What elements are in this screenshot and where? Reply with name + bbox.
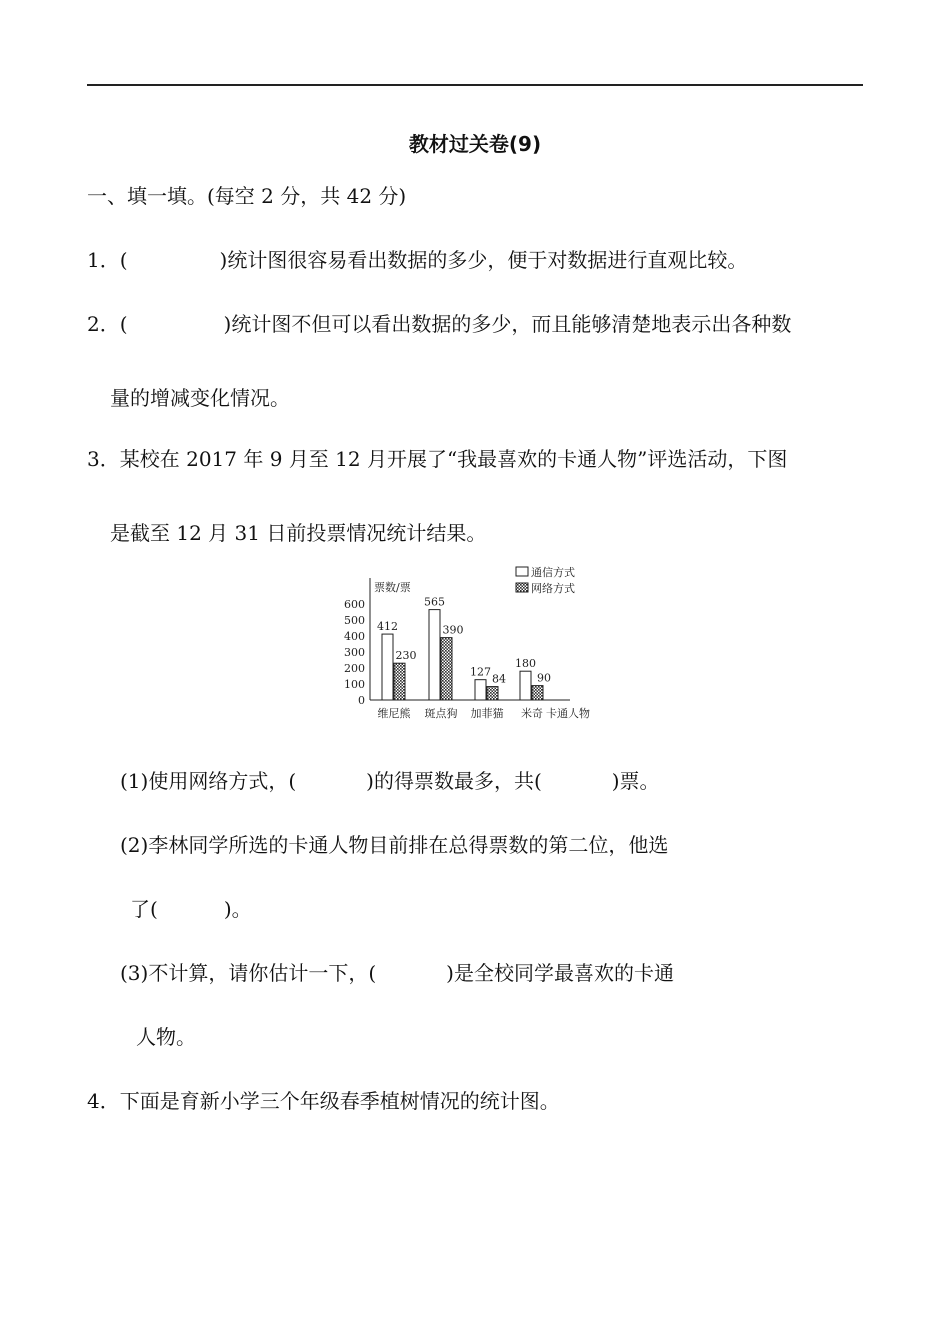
section-heading: 一、填一填。(每空 2 分，共 42 分) xyxy=(87,184,407,208)
q3-number: 3． xyxy=(87,447,120,471)
q2-text: )统计图不但可以看出数据的多少，而且能够清楚地表示出各种数 xyxy=(223,312,792,336)
bar-value-label: 90 xyxy=(537,671,551,685)
bar-value-label: 565 xyxy=(424,595,445,609)
q2-number: 2． xyxy=(87,312,120,336)
bar-value-label: 127 xyxy=(470,665,491,679)
bar-mail xyxy=(475,680,486,700)
q3-3-text-b: )是全校同学最喜欢的卡通 xyxy=(446,961,674,985)
y-tick-label: 600 xyxy=(344,598,365,611)
question-4 xyxy=(87,1085,560,1114)
page-title: 教材过关卷(9) xyxy=(408,132,542,156)
bar-value-label: 390 xyxy=(442,623,464,637)
y-tick-label: 0 xyxy=(358,694,365,707)
bar-mail xyxy=(429,610,440,700)
question-1 xyxy=(87,244,747,273)
top-rule xyxy=(87,84,863,86)
y-tick-label: 100 xyxy=(344,678,365,691)
q3-1-text-a: (1)使用网络方式，( xyxy=(120,769,297,793)
legend-label-online: 网络方式 xyxy=(531,582,575,595)
q1-number: 1． xyxy=(87,248,120,272)
q3-text: 某校在 2017 年 9 月至 12 月开展了“我最喜欢的卡通人物”评选活动，下图 xyxy=(119,447,788,471)
question-2-continued: 量的增减变化情况。 xyxy=(110,386,290,410)
y-tick-label: 300 xyxy=(344,646,365,659)
q3-2-text-b: 了( xyxy=(130,897,158,921)
q3-1-text-b: )的得票数最多，共( xyxy=(366,769,542,793)
category-label: 米奇 xyxy=(521,707,543,720)
bar-online xyxy=(394,663,405,700)
q3-sub3 xyxy=(120,957,674,986)
q3-sub2: (2)李林同学所选的卡通人物目前排在总得票数的第二位，他选 xyxy=(120,833,669,857)
category-label: 斑点狗 xyxy=(424,707,458,720)
q4-text: 下面是育新小学三个年级春季植树情况的统计图。 xyxy=(119,1089,560,1113)
bar-value-label: 412 xyxy=(377,620,398,634)
bar-online xyxy=(487,687,498,700)
bar-value-label: 230 xyxy=(395,649,417,663)
bar-mail xyxy=(520,671,531,700)
y-tick-label: 500 xyxy=(344,614,365,627)
question-2 xyxy=(87,308,791,337)
legend-label-mail: 通信方式 xyxy=(531,566,575,579)
q3-3-text-a: (3)不计算，请你估计一下，( xyxy=(120,961,377,985)
y-tick-label: 200 xyxy=(344,662,365,675)
y-axis-label: 票数/票 xyxy=(374,581,411,594)
category-label: 加菲猫 xyxy=(470,707,504,720)
q2-open: ( xyxy=(119,312,128,336)
q1-open: ( xyxy=(119,248,128,272)
vote-bar-chart xyxy=(340,560,620,726)
bar-online xyxy=(441,638,452,700)
legend-swatch-online xyxy=(516,583,528,592)
q3-sub3-continued: 人物。 xyxy=(136,1025,196,1049)
q3-sub1 xyxy=(120,765,660,794)
q3-sub2-continued xyxy=(130,893,252,922)
question-3 xyxy=(87,443,787,472)
bar-value-label: 84 xyxy=(492,672,506,686)
q3-2-text-c: )。 xyxy=(223,897,252,921)
question-3-continued: 是截至 12 月 31 日前投票情况统计结果。 xyxy=(110,521,487,545)
q4-number: 4． xyxy=(87,1089,120,1113)
y-tick-label: 400 xyxy=(344,630,365,643)
legend-swatch-mail xyxy=(516,567,528,576)
bar-mail xyxy=(382,634,393,700)
category-label: 维尼熊 xyxy=(377,707,411,720)
bar-value-label: 180 xyxy=(515,657,536,671)
bar-online xyxy=(532,686,543,700)
q1-text: )统计图很容易看出数据的多少，便于对数据进行直观比较。 xyxy=(219,248,748,272)
x-axis-label: 卡通人物 xyxy=(546,707,590,720)
q3-1-text-c: )票。 xyxy=(611,769,660,793)
